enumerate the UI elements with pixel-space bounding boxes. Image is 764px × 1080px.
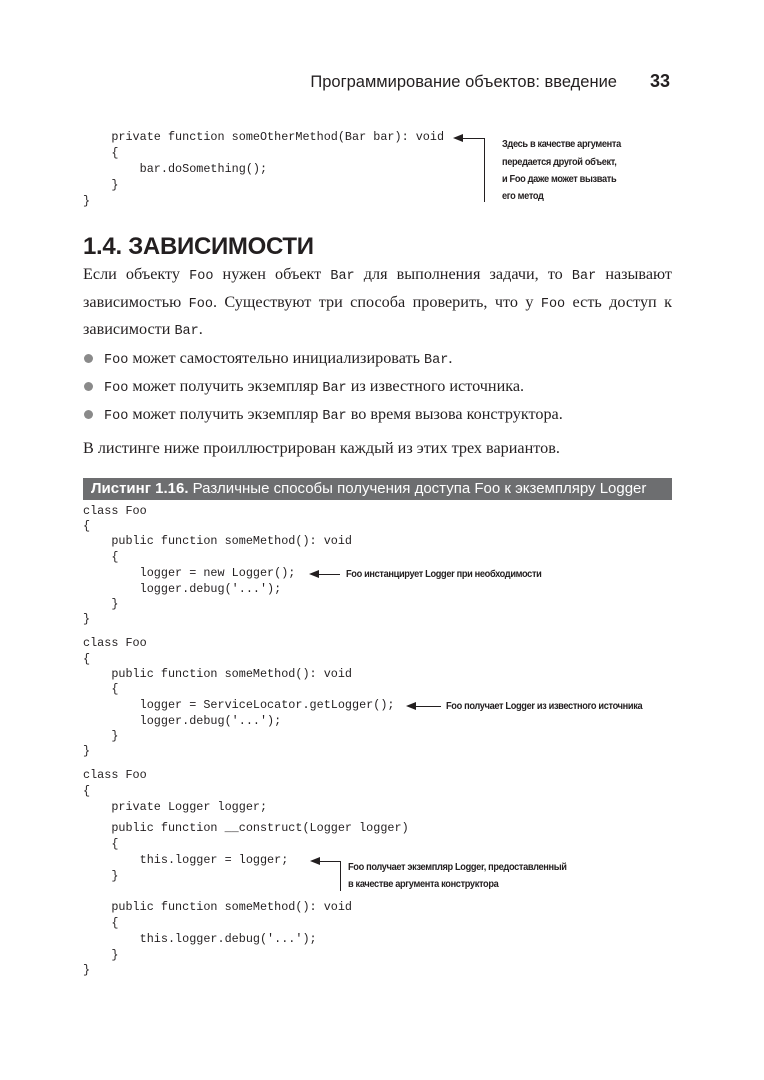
bullet-icon xyxy=(84,382,93,391)
code-line: class Foo xyxy=(83,768,147,782)
callout-bracket xyxy=(484,138,485,202)
code-line: { xyxy=(83,146,119,160)
code-line: class Foo xyxy=(83,636,147,650)
text: . Существуют три способа проверить, что у xyxy=(212,292,541,311)
text: для выполнения задачи, то xyxy=(354,265,572,283)
text: . xyxy=(198,320,203,338)
text: может самостоятельно инициализировать xyxy=(128,349,425,367)
code-line: logger.debug('...'); xyxy=(83,714,282,728)
code-line: { xyxy=(83,519,91,533)
listing-caption: Различные способы получения доступа Foo к экземпляру Logger xyxy=(188,480,647,497)
code: Bar xyxy=(571,269,597,284)
code-line: } xyxy=(83,869,119,883)
callout-note-line: Здесь в качестве аргумента xyxy=(502,138,621,150)
bullet-icon xyxy=(84,410,93,419)
intro-paragraph xyxy=(83,262,672,345)
code-line: private function someOtherMethod(Bar bar): void xyxy=(83,130,445,144)
code-line: { xyxy=(83,652,91,666)
code: Bar xyxy=(330,269,355,284)
running-header xyxy=(310,72,617,92)
code-line: public function someMethod(): void xyxy=(83,900,353,914)
code-line: } xyxy=(83,963,91,977)
chapter-title: Программирование объектов: введение xyxy=(310,73,617,91)
text: есть доступ к зависимости xyxy=(83,292,672,338)
section-heading: 1.4. ЗАВИСИМОСТИ xyxy=(83,233,314,260)
text: Bar xyxy=(322,381,347,396)
code: Foo xyxy=(188,296,213,312)
code: Foo xyxy=(189,269,214,284)
code-line: } xyxy=(83,744,91,758)
code-line: } xyxy=(83,612,91,626)
code-line: } xyxy=(83,597,119,611)
code-line: { xyxy=(83,916,119,930)
text: Foo xyxy=(104,353,129,368)
code-line: } xyxy=(83,948,119,962)
callout-note: Foo инстанцирует Logger при необходимости xyxy=(346,568,542,580)
code-line: bar.doSomething(); xyxy=(83,162,268,176)
bullet-icon xyxy=(84,354,93,363)
code-line: private Logger logger; xyxy=(83,800,268,814)
callout-note-line: его метод xyxy=(502,190,544,202)
code: Foo xyxy=(540,296,566,312)
text: из известного источника. xyxy=(346,377,525,395)
text: называют зависимостью xyxy=(83,265,672,311)
code-line: public function __construct(Logger logger) xyxy=(83,821,409,835)
bullet-item xyxy=(104,376,524,399)
code-line: public function someMethod(): void xyxy=(83,667,353,681)
callout-note: Foo получает экземпляр Logger, предоставленный xyxy=(348,861,567,873)
code-line: } xyxy=(83,729,119,743)
page-number: 33 xyxy=(650,71,671,91)
callout-note-line: передается другой объект, xyxy=(502,156,617,168)
code-line: this.logger.debug('...'); xyxy=(83,932,317,946)
callout-note: Foo получает Logger из известного источника xyxy=(446,700,643,712)
arrow-line xyxy=(413,706,441,707)
code-line: { xyxy=(83,550,119,564)
code-line: this.logger = logger; xyxy=(83,853,289,867)
text: может получить экземпляр xyxy=(128,405,323,423)
code-line: logger.debug('...'); xyxy=(83,582,282,596)
bullet-item xyxy=(104,404,563,427)
code-line: logger = new Logger(); xyxy=(83,566,296,580)
bullet-item xyxy=(104,348,452,371)
code-line: class Foo xyxy=(83,504,147,518)
text: Foo xyxy=(104,381,129,396)
text: во время вызова конструктора. xyxy=(346,405,563,423)
text: . xyxy=(448,349,453,367)
code: Bar xyxy=(174,324,199,339)
listing-caption-bar xyxy=(83,478,672,500)
code-line: public function someMethod(): void xyxy=(83,534,353,548)
code-line: } xyxy=(83,178,119,192)
text: может получить экземпляр xyxy=(128,377,323,395)
code-line: } xyxy=(83,194,91,208)
text: Bar xyxy=(322,409,347,424)
code-line: { xyxy=(83,682,119,696)
listing-label: Листинг 1.16. xyxy=(91,480,189,497)
callout-bracket xyxy=(340,861,341,891)
arrow-line xyxy=(316,574,340,575)
code-line: { xyxy=(83,837,119,851)
text: Foo xyxy=(104,409,129,424)
callout-note: в качестве аргумента конструктора xyxy=(348,878,499,890)
text: Если объекту xyxy=(83,265,190,283)
text: нужен объект xyxy=(213,265,331,283)
callout-note-line: и Foo даже может вызвать xyxy=(502,173,617,185)
listing-intro: В листинге ниже проиллюстрирован каждый из этих трех вариантов. xyxy=(83,439,560,457)
text: Bar xyxy=(424,353,449,368)
arrow-line xyxy=(460,138,485,139)
code-line: logger = ServiceLocator.getLogger(); xyxy=(83,698,395,712)
code-line: { xyxy=(83,784,91,798)
arrow-line xyxy=(317,861,341,862)
